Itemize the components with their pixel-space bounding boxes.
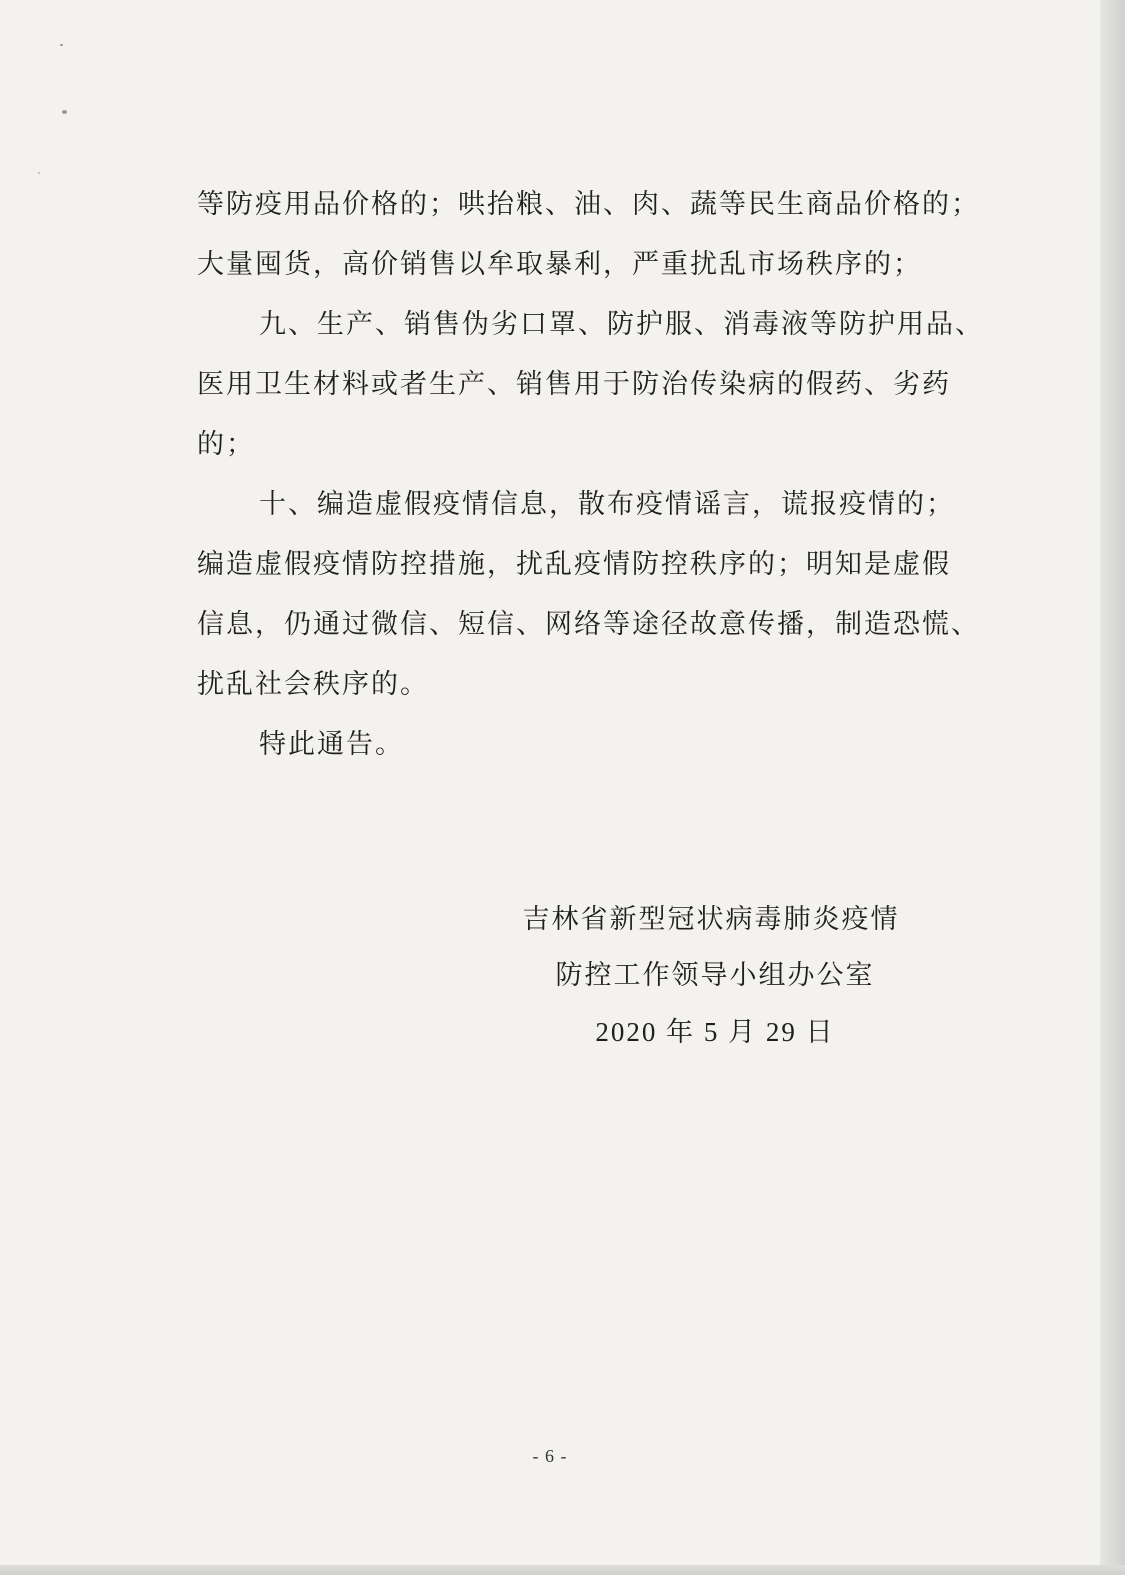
issuing-organization-line-2: 防控工作领导小组办公室 [555, 960, 875, 991]
scan-border-right [1100, 0, 1125, 1575]
notice-body [197, 175, 984, 775]
body-line: 医用卫生材料或者生产、销售用于防治传染病的假药、劣药 [197, 369, 951, 400]
scan-speck [60, 44, 63, 46]
scan-border-bottom [0, 1565, 1125, 1575]
body-line: 的； [197, 429, 255, 460]
body-line: 等防疫用品价格的；哄抬粮、油、肉、蔬等民生商品价格的； [197, 189, 980, 220]
body-line: 扰乱社会秩序的。 [197, 669, 429, 700]
clause-ten-line: 十、编造虚假疫情信息，散布疫情谣言，谎报疫情的； [259, 489, 955, 520]
issuing-organization-line-1: 吉林省新型冠状病毒肺炎疫情 [522, 904, 900, 935]
signature-block [520, 892, 910, 1060]
body-line: 编造虚假疫情防控措施，扰乱疫情防控秩序的；明知是虚假 [197, 549, 951, 580]
scan-speck [62, 110, 67, 114]
body-line: 大量囤货，高价销售以牟取暴利，严重扰乱市场秩序的； [197, 249, 922, 280]
issue-date: 2020 年 5 月 29 日 [595, 1017, 835, 1047]
closing-statement: 特此通告。 [259, 729, 404, 760]
scan-speck [38, 172, 40, 174]
clause-nine-line: 九、生产、销售伪劣口罩、防护服、消毒液等防护用品、 [259, 309, 984, 340]
page-number: - 6 - [532, 1446, 568, 1466]
body-line: 信息，仍通过微信、短信、网络等途径故意传播，制造恐慌、 [197, 609, 980, 640]
